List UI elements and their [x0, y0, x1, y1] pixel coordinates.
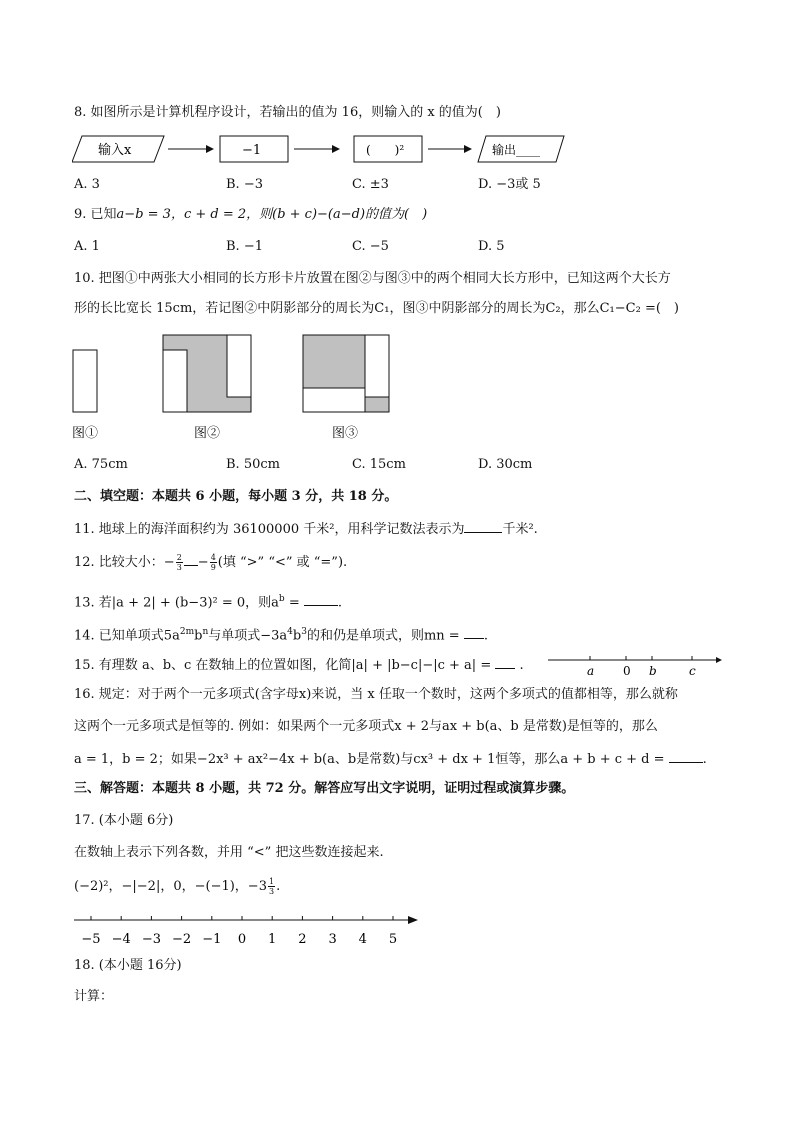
q12-text: 12. 比较大小：− $\frac{2}{3}$ − $\frac{4}{9}$ (填 “>” “<” 或 “=”). — [74, 553, 348, 572]
q16-line2: 这两个一元多项式是恒等的. 例如：如果两个一元多项式x + 2与ax + b(a、b 是常数)是恒等的，那么 — [74, 719, 658, 734]
q10-option-b: B. 50cm — [226, 457, 280, 472]
fig1-card — [73, 350, 97, 412]
q8-input-label: 输入x — [98, 143, 132, 158]
q14-text: 14. 已知单项式$5a^{2m}b^n$与单项式$-3a^4b^3$的和仍是单项式，则mn = . — [74, 627, 488, 644]
q10-figures — [70, 332, 400, 416]
q18-text: 计算： — [74, 989, 114, 1004]
q17-tick-label: −5 — [81, 932, 101, 947]
q17-tick-label: 5 — [388, 932, 398, 947]
q10-line2: 形的长比宽长 15cm，若记图②中阴影部分的周长为C₁，图③中阴影部分的周长为C₂，那么C₁−C₂ =( ) — [74, 301, 679, 316]
q8-option-a: A. 3 — [74, 177, 100, 192]
fig1-label: 图① — [72, 426, 99, 441]
q8-step1-label: −1 — [242, 143, 262, 158]
q15-label-c: c — [689, 664, 696, 678]
fig2-label: 图② — [194, 426, 221, 441]
q9-option-d: D. 5 — [478, 239, 505, 254]
q18-title: 18. (本小题 16分) — [74, 958, 182, 973]
q17-tick-label: 2 — [298, 932, 307, 947]
q8-step2-label: ( )² — [366, 143, 405, 157]
q17-numbers: (−2)²，−|−2|，0，−(−1)，−3 $\frac{1}{3}$ . — [74, 877, 281, 896]
q15-label-b: b — [649, 664, 657, 678]
q17-tick-label: −2 — [172, 932, 192, 947]
q17-tick-label: 3 — [328, 932, 337, 947]
q17-tick-label: 4 — [358, 932, 367, 947]
q17-instruction: 在数轴上表示下列各数，并用 “<” 把这些数连接起来. — [74, 845, 384, 860]
fig3-label: 图③ — [332, 426, 359, 441]
q15-label-a: a — [587, 664, 595, 678]
q16-line1: 16. 规定：对于两个一元多项式(含字母x)来说，当 x 任取一个数时，这两个多项式的值都相等，那么就称 — [74, 687, 678, 702]
q16-line3: a = 1，b = 2；如果−2x³ + ax²−4x + b(a、b是常数)与cx³ + dx + 1恒等，那么a + b + c + d = . — [74, 752, 707, 767]
q9-option-a: A. 1 — [74, 239, 100, 254]
section2-heading: 二、填空题：本题共 6 小题，每小题 3 分，共 18 分。 — [74, 489, 398, 504]
q17-number-line — [72, 910, 432, 948]
q9-option-b: B. −1 — [226, 239, 263, 254]
q8-option-d: D. −3或 5 — [478, 177, 541, 192]
q15-text: 15. 有理数 a、b、c 在数轴上的位置如图，化简|a| + |b−c|−|c + a| = . — [74, 658, 524, 673]
fig3-card-right — [365, 335, 389, 397]
q8-output-label: 输出____ — [492, 143, 541, 157]
q10-line1: 10. 把图①中两张大小相同的长方形卡片放置在图②与图③中的两个相同大长方形中，已知这两个大长方 — [74, 271, 671, 286]
q17-title: 17. (本小题 6分) — [74, 813, 174, 828]
section3-heading: 三、解答题：本题共 8 小题，共 72 分。解答应写出文字说明，证明过程或演算步骤。 — [74, 781, 575, 796]
q11-text: 11. 地球上的海洋面积约为 36100000 千米²，用科学记数法表示为 千米². — [74, 522, 538, 537]
q17-tick-label: −3 — [141, 932, 161, 947]
q8-option-b: B. −3 — [226, 177, 263, 192]
fig2-card-left — [163, 350, 187, 412]
q17-tick-label: −1 — [202, 932, 222, 947]
fig3-card-bottom — [303, 388, 365, 412]
q8-flowchart — [72, 132, 572, 166]
q10-option-d: D. 30cm — [478, 457, 533, 472]
q8-text: 8. 如图所示是计算机程序设计，若输出的值为 16，则输入的 x 的值为( ) — [74, 105, 501, 120]
q17-tick-label: −4 — [111, 932, 131, 947]
q13-text: 13. 若|a + 2| + (b−3)² = 0，则$a^b$ = . — [74, 594, 342, 611]
q15-number-line — [546, 650, 726, 680]
q10-option-a: A. 75cm — [74, 457, 128, 472]
q8-option-c: C. ±3 — [352, 177, 389, 192]
q9-option-c: C. −5 — [352, 239, 389, 254]
q17-tick-label: 1 — [268, 932, 277, 947]
q17-axis-arrow — [408, 916, 418, 924]
q17-tick-label: 0 — [237, 932, 247, 947]
fig2-card-right — [227, 335, 251, 397]
q10-option-c: C. 15cm — [352, 457, 406, 472]
q9-text: 9. 已知a−b = 3，c + d = 2，则(b + c)−(a−d)的值为( ) — [74, 207, 428, 222]
q15-label-0: 0 — [623, 664, 631, 678]
